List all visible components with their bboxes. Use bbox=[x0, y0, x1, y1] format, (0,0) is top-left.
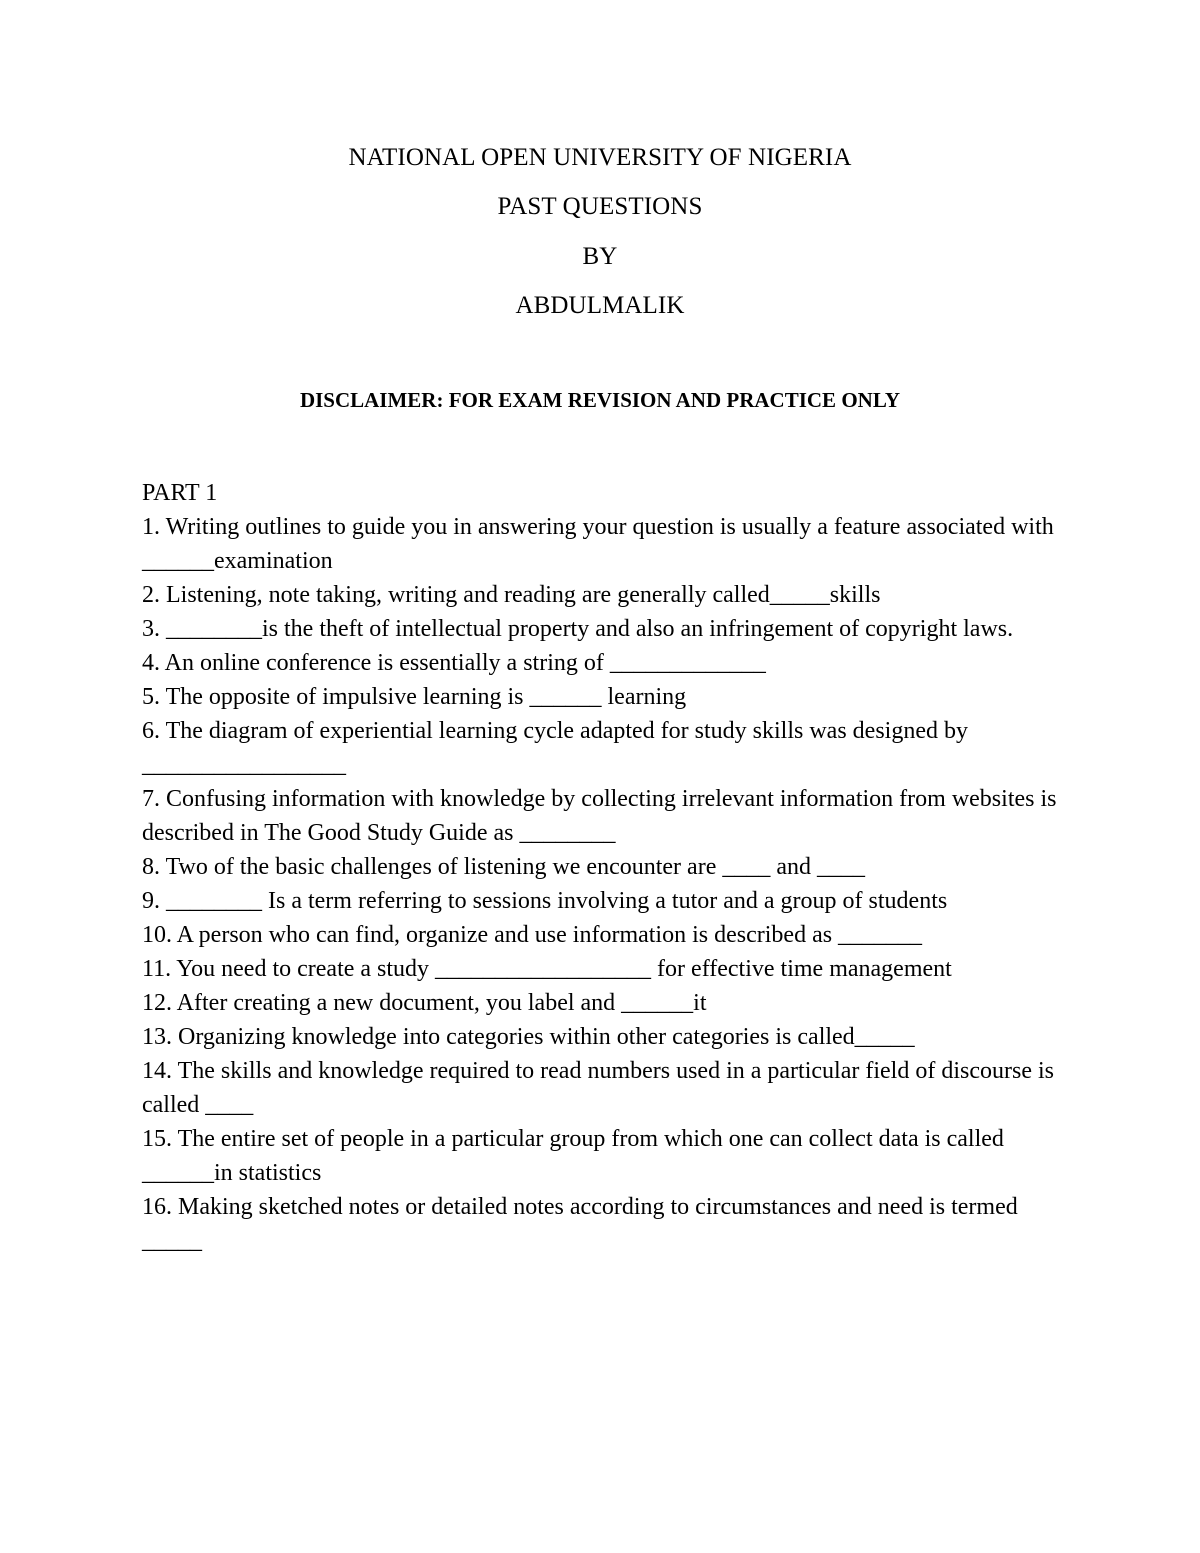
document-subtitle: PAST QUESTIONS bbox=[497, 193, 703, 220]
question-item: 5. The opposite of impulsive learning is ______ learning bbox=[142, 684, 687, 710]
disclaimer-heading: DISCLAIMER: FOR EXAM REVISION AND PRACTICE ONLY bbox=[299, 388, 901, 412]
question-item: 1. Writing outlines to guide you in answering your question is usually a feature associated with ______examination bbox=[142, 514, 1060, 574]
part-heading: PART 1 bbox=[142, 480, 218, 506]
question-section bbox=[142, 476, 1062, 1258]
question-item: 14. The skills and knowledge required to read numbers used in a particular field of discourse is called ____ bbox=[142, 1058, 1060, 1118]
author-name: ABDULMALIK bbox=[515, 292, 685, 319]
question-item: 13. Organizing knowledge into categories within other categories is called_____ bbox=[142, 1024, 915, 1050]
question-item: 2. Listening, note taking, writing and reading are generally called_____skills bbox=[142, 582, 881, 608]
question-item: 9. ________ Is a term referring to sessions involving a tutor and a group of students bbox=[142, 888, 948, 914]
question-item: 7. Confusing information with knowledge by collecting irrelevant information from websites is described in The Good Study Guide as ________ bbox=[142, 786, 1063, 846]
question-item: 3. ________is the theft of intellectual property and also an infringement of copyright laws. bbox=[142, 616, 1014, 642]
question-item: 11. You need to create a study __________________ for effective time management bbox=[142, 956, 952, 982]
question-item: 4. An online conference is essentially a string of _____________ bbox=[142, 650, 766, 676]
by-line: BY bbox=[582, 243, 618, 270]
question-item: 10. A person who can find, organize and use information is described as _______ bbox=[142, 922, 923, 948]
question-item: 12. After creating a new document, you label and ______it bbox=[142, 990, 707, 1016]
question-item: 6. The diagram of experiential learning cycle adapted for study skills was designed by _________________ bbox=[142, 718, 974, 778]
institution-title: NATIONAL OPEN UNIVERSITY OF NIGERIA bbox=[348, 144, 852, 171]
question-item: 15. The entire set of people in a particular group from which one can collect data is called ______in statistics bbox=[142, 1126, 1010, 1186]
question-item: 16. Making sketched notes or detailed notes according to circumstances and need is termed _____ bbox=[142, 1194, 1024, 1254]
question-item: 8. Two of the basic challenges of listening we encounter are ____ and ____ bbox=[142, 854, 865, 880]
